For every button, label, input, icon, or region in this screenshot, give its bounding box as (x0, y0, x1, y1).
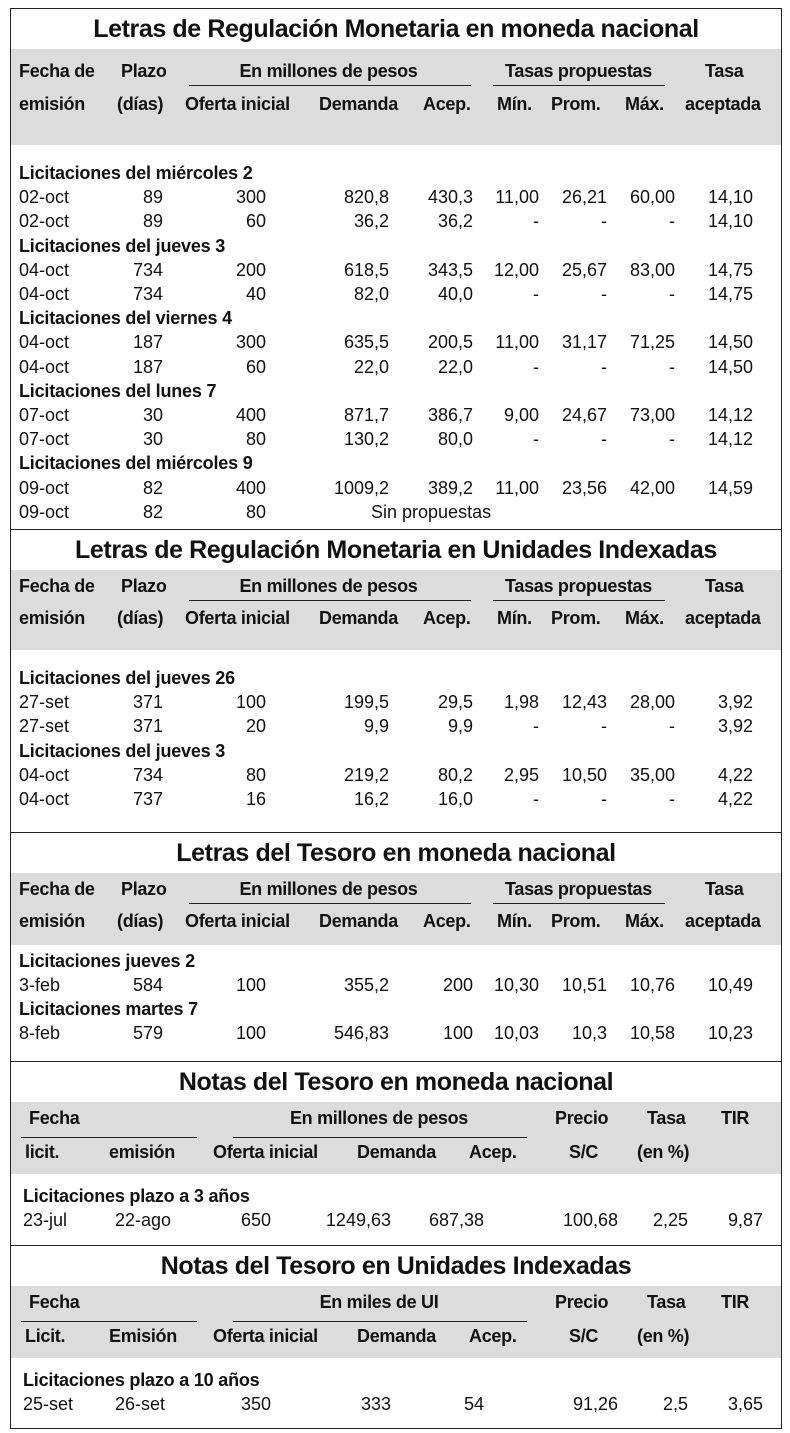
cell-tasa: 14,10 (707, 187, 753, 208)
header-prom: Prom. (551, 911, 601, 931)
cell-fecha: 02-oct (19, 211, 70, 232)
cell-max: 28,00 (629, 692, 675, 713)
cell-licit: 25-set (23, 1394, 74, 1414)
cell-demanda: 635,5 (343, 332, 389, 353)
cell-plazo: 734 (132, 764, 163, 785)
section-title: Notas del Tesoro en Unidades Indexadas (160, 1252, 632, 1280)
cell-min: 11,00 (495, 332, 539, 353)
header-licit: licit. (25, 1142, 60, 1162)
cell-tasa: 14,59 (707, 477, 753, 498)
header-underline (233, 1321, 527, 1322)
cell-demanda: 219,2 (343, 764, 389, 785)
cell-tasa: 10,49 (707, 975, 753, 995)
cell-tasa: 10,23 (707, 1023, 753, 1043)
table-row (11, 332, 781, 356)
cell-acep: 343,5 (427, 259, 473, 280)
group-label: Licitaciones martes 7 (19, 999, 198, 1019)
table-row (11, 692, 781, 716)
header-tasa: Tasa (705, 61, 744, 81)
header-prom: Prom. (551, 608, 601, 628)
cell-fecha: 09-oct (19, 477, 70, 498)
table-row (11, 211, 781, 235)
cell-demanda: 333 (360, 1394, 391, 1414)
header-tasa: aceptada (685, 94, 761, 114)
cell-tasa: 14,50 (707, 332, 753, 353)
cell-acep: 80,0 (437, 429, 473, 450)
table-header (11, 1286, 781, 1358)
header-tasa: Tasa (647, 1292, 686, 1312)
header-millones: En millones de pesos (239, 61, 418, 81)
cell-demanda: 355,2 (343, 975, 389, 995)
cell-prom: - (601, 356, 607, 377)
cell-max: 35,00 (629, 764, 675, 785)
header-fecha: emisión (19, 911, 85, 931)
cell-prom: - (601, 789, 607, 809)
group-label: Licitaciones jueves 2 (19, 951, 195, 971)
cell-acep: 29,5 (437, 692, 473, 713)
cell-min: 9,00 (503, 405, 539, 425)
cell-acep: 36,2 (437, 211, 473, 232)
cell-min: - (533, 789, 539, 809)
header-millones: En millones de pesos (239, 576, 418, 596)
section-title: Letras de Regulación Monetaria en moneda nacional (93, 15, 699, 43)
header-millones: En millones de pesos (289, 1108, 469, 1128)
header-tasas: Tasas propuestas (505, 576, 652, 596)
header-acep: Acep. (469, 1142, 517, 1162)
cell-prom: 10,51 (561, 975, 607, 995)
header-demanda: Demanda (319, 911, 398, 931)
cell-tasa: 3,92 (717, 716, 753, 737)
cell-demanda: 199,5 (343, 692, 389, 713)
cell-fecha: 04-oct (19, 789, 70, 809)
header-tir: TIR (721, 1108, 750, 1128)
table-header (11, 873, 781, 945)
header-acep: Acep. (423, 94, 471, 114)
cell-oferta: 100 (235, 692, 266, 713)
section-lrm-ui (11, 529, 781, 832)
header-tasa: Tasa (705, 879, 744, 899)
group-label: Licitaciones del jueves 26 (19, 668, 235, 688)
cell-fecha: 3-feb (19, 975, 61, 995)
header-fecha: Fecha (29, 1108, 80, 1128)
cell-oferta: 40 (245, 284, 266, 304)
section-notas-tesoro-ui (11, 1245, 781, 1428)
cell-demanda: 871,7 (343, 405, 389, 425)
cell-min: 12,00 (493, 259, 539, 280)
cell-plazo: 82 (142, 501, 163, 522)
cell-plazo: 30 (142, 405, 163, 425)
cell-acep: 200,5 (427, 332, 473, 353)
group-label: Licitaciones del lunes 7 (19, 380, 217, 401)
header-underline (493, 85, 665, 86)
header-acep: Acep. (423, 608, 471, 628)
cell-tasa: 2,25 (652, 1210, 688, 1230)
table-row (11, 716, 781, 740)
cell-acep: 389,2 (427, 477, 473, 498)
header-oferta: Oferta inicial (185, 608, 290, 628)
cell-max: 83,00 (629, 259, 675, 280)
cell-max: 71,25 (629, 332, 675, 353)
cell-max: - (669, 284, 675, 304)
cell-demanda: 1249,63 (325, 1210, 391, 1230)
cell-plazo: 584 (132, 975, 163, 995)
header-oferta: Oferta inicial (213, 1142, 318, 1162)
cell-plazo: 89 (142, 187, 163, 208)
cell-plazo: 30 (142, 429, 163, 450)
section-title: Letras de Regulación Monetaria en Unidades Indexadas (75, 536, 717, 564)
cell-oferta: 200 (235, 259, 266, 280)
header-oferta: Oferta inicial (185, 94, 290, 114)
table-row (11, 1210, 781, 1234)
cell-plazo: 371 (132, 716, 163, 737)
header-acep: Acep. (469, 1326, 517, 1346)
table-row (11, 284, 781, 308)
cell-tasa: 14,75 (707, 284, 753, 304)
header-fecha: emisión (19, 608, 85, 628)
cell-acep: 54 (463, 1394, 484, 1414)
cell-emision: 22-ago (115, 1210, 172, 1230)
table-row (11, 405, 781, 429)
header-plazo: Plazo (121, 879, 167, 899)
cell-tasa: 14,50 (707, 356, 753, 377)
cell-emision: 26-set (115, 1394, 166, 1414)
header-sc: S/C (569, 1142, 599, 1162)
header-demanda: Demanda (357, 1142, 436, 1162)
cell-oferta: 16 (245, 789, 266, 809)
header-fecha: Fecha de (19, 61, 95, 81)
header-precio: Precio (555, 1108, 609, 1128)
cell-plazo: 734 (132, 284, 163, 304)
cell-demanda: 9,9 (363, 716, 389, 737)
cell-tasa: 14,12 (707, 405, 753, 425)
cell-oferta: 350 (240, 1394, 271, 1414)
cell-acep: 386,7 (427, 405, 473, 425)
cell-demanda: 820,8 (343, 187, 389, 208)
header-sc: S/C (569, 1326, 599, 1346)
cell-oferta: 400 (235, 405, 266, 425)
header-min: Mín. (497, 911, 532, 931)
header-plazo: (días) (117, 608, 164, 628)
cell-acep: 430,3 (427, 187, 473, 208)
cell-max: - (669, 356, 675, 377)
cell-tasa: 14,10 (707, 211, 753, 232)
header-underline (189, 903, 471, 904)
header-underline (189, 85, 471, 86)
section-letras-tesoro (11, 832, 781, 1061)
section-title: Letras del Tesoro en moneda nacional (176, 839, 616, 867)
cell-prom: - (601, 429, 607, 450)
cell-prom: 24,67 (561, 405, 607, 425)
table-row (11, 1023, 781, 1047)
cell-plazo: 737 (132, 789, 163, 809)
header-fecha: Fecha de (19, 576, 95, 596)
cell-prom: 23,56 (561, 477, 607, 498)
cell-min: - (533, 429, 539, 450)
cell-oferta: 60 (245, 211, 266, 232)
header-emision: Emisión (109, 1326, 177, 1346)
header-plazo: Plazo (121, 576, 167, 596)
section-lrm-moneda-nacional (11, 9, 781, 529)
cell-prom: - (601, 284, 607, 304)
cell-tasa: 2,5 (662, 1394, 688, 1414)
cell-fecha: 07-oct (19, 429, 70, 450)
cell-oferta: 80 (245, 764, 266, 785)
cell-tasa: 3,92 (717, 692, 753, 713)
table-row (11, 765, 781, 789)
table-row (11, 975, 781, 999)
cell-plazo: 579 (132, 1023, 163, 1043)
header-licit: Licit. (25, 1326, 66, 1346)
cell-demanda: 618,5 (343, 259, 389, 280)
header-fecha: Fecha de (19, 879, 95, 899)
table-row (11, 478, 781, 502)
cell-tasa: 4,22 (717, 764, 753, 785)
table-row (11, 260, 781, 284)
header-tasas: Tasas propuestas (505, 879, 652, 899)
header-underline (493, 600, 665, 601)
header-prom: Prom. (551, 94, 601, 114)
cell-oferta: 20 (245, 716, 266, 737)
group-label: Licitaciones del miércoles 9 (19, 453, 253, 474)
cell-max: - (669, 716, 675, 737)
cell-tasa: 14,75 (707, 259, 753, 280)
section-notas-tesoro-mn (11, 1061, 781, 1245)
header-max: Máx. (625, 94, 664, 114)
header-millones: En millones de pesos (239, 879, 418, 899)
cell-min: 11,00 (495, 187, 539, 208)
cell-demanda: 130,2 (343, 429, 389, 450)
cell-fecha: 04-oct (19, 764, 70, 785)
group-label: Licitaciones del jueves 3 (19, 235, 226, 256)
cell-min: 10,30 (493, 975, 539, 995)
header-underline (21, 1321, 197, 1322)
cell-acep: 22,0 (437, 356, 473, 377)
header-max: Máx. (625, 608, 664, 628)
rates-tables (10, 8, 782, 1429)
cell-max: 60,00 (629, 187, 675, 208)
cell-fecha: 27-set (19, 692, 70, 713)
cell-tasa: 14,12 (707, 429, 753, 450)
cell-max: 42,00 (629, 477, 675, 498)
cell-prom: - (601, 211, 607, 232)
cell-max: 10,58 (629, 1023, 675, 1043)
cell-acep: 100 (442, 1023, 473, 1043)
header-underline (21, 1137, 197, 1138)
cell-max: - (669, 789, 675, 809)
cell-oferta: 60 (245, 356, 266, 377)
cell-acep: 9,9 (447, 716, 473, 737)
header-precio: Precio (555, 1292, 609, 1312)
group-label: Licitaciones plazo a 3 años (23, 1186, 250, 1206)
cell-plazo: 734 (132, 259, 163, 280)
table-row (11, 1394, 781, 1418)
cell-plazo: 82 (142, 477, 163, 498)
header-acep: Acep. (423, 911, 471, 931)
header-max: Máx. (625, 911, 664, 931)
cell-fecha: 04-oct (19, 284, 70, 304)
header-underline (233, 1137, 527, 1138)
cell-plazo: 89 (142, 211, 163, 232)
header-plazo: (días) (117, 94, 164, 114)
cell-tir: 3,65 (727, 1394, 763, 1414)
header-tasa: Tasa (705, 576, 744, 596)
cell-oferta: 650 (240, 1210, 271, 1230)
header-tasa: Tasa (647, 1108, 686, 1128)
cell-prom: 10,50 (561, 764, 607, 785)
cell-fecha: 09-oct (19, 501, 70, 522)
cell-min: - (533, 716, 539, 737)
header-tasa: aceptada (685, 608, 761, 628)
cell-acep: 200 (442, 975, 473, 995)
header-enpct: (en %) (637, 1326, 690, 1346)
table-row (11, 429, 781, 453)
table-header (11, 1102, 781, 1174)
cell-min: - (533, 211, 539, 232)
header-oferta: Oferta inicial (185, 911, 290, 931)
cell-fecha: 04-oct (19, 259, 70, 280)
cell-fecha: 07-oct (19, 405, 70, 425)
cell-acep: 687,38 (428, 1210, 484, 1230)
cell-fecha: 8-feb (19, 1023, 61, 1043)
header-demanda: Demanda (357, 1326, 436, 1346)
cell-demanda: 82,0 (353, 284, 389, 304)
sin-propuestas: Sin propuestas (371, 501, 492, 522)
cell-oferta: 80 (245, 501, 266, 522)
header-tasa: aceptada (685, 911, 761, 931)
table-row (11, 357, 781, 381)
cell-plazo: 371 (132, 692, 163, 713)
cell-min: - (533, 284, 539, 304)
table-row (11, 502, 781, 526)
table-header (11, 570, 781, 650)
cell-demanda: 16,2 (353, 789, 389, 809)
cell-min: 11,00 (495, 477, 539, 498)
group-label: Licitaciones del miércoles 2 (19, 163, 253, 183)
header-plazo: (días) (117, 911, 164, 931)
cell-min: 2,95 (503, 764, 539, 785)
cell-precio: 91,26 (572, 1394, 618, 1414)
cell-max: - (669, 211, 675, 232)
cell-max: 73,00 (629, 405, 675, 425)
cell-fecha: 04-oct (19, 332, 70, 353)
header-fecha: Fecha (29, 1292, 80, 1312)
cell-oferta: 100 (235, 1023, 266, 1043)
cell-plazo: 187 (132, 332, 163, 353)
cell-tasa: 4,22 (717, 789, 753, 809)
cell-prom: 25,67 (561, 259, 607, 280)
cell-oferta: 400 (235, 477, 266, 498)
cell-fecha: 02-oct (19, 187, 70, 208)
cell-demanda: 22,0 (353, 356, 389, 377)
header-min: Mín. (497, 608, 532, 628)
cell-prom: 10,3 (571, 1023, 607, 1043)
cell-oferta: 100 (235, 975, 266, 995)
header-tasas: Tasas propuestas (505, 61, 652, 81)
cell-max: 10,76 (629, 975, 675, 995)
header-demanda: Demanda (319, 94, 398, 114)
header-oferta: Oferta inicial (213, 1326, 318, 1346)
cell-prom: 26,21 (561, 187, 607, 208)
cell-acep: 40,0 (437, 284, 473, 304)
cell-min: 1,98 (503, 692, 539, 713)
header-enpct: (en %) (637, 1142, 690, 1162)
cell-acep: 80,2 (437, 764, 473, 785)
cell-fecha: 27-set (19, 716, 70, 737)
cell-plazo: 187 (132, 356, 163, 377)
cell-min: 10,03 (493, 1023, 539, 1043)
table-row (11, 789, 781, 813)
header-demanda: Demanda (319, 608, 398, 628)
cell-max: - (669, 429, 675, 450)
cell-prom: - (601, 716, 607, 737)
header-plazo: Plazo (121, 61, 167, 81)
cell-fecha: 04-oct (19, 356, 70, 377)
header-millones: En miles de UI (319, 1292, 439, 1312)
header-tir: TIR (721, 1292, 750, 1312)
group-label: Licitaciones plazo a 10 años (23, 1370, 260, 1390)
cell-demanda: 36,2 (353, 211, 389, 232)
group-label: Licitaciones del jueves 3 (19, 740, 226, 761)
section-title: Notas del Tesoro en moneda nacional (178, 1068, 614, 1096)
cell-oferta: 300 (235, 187, 266, 208)
table-header (11, 49, 781, 145)
header-emision: emisión (109, 1142, 175, 1162)
header-fecha: emisión (19, 94, 85, 114)
cell-tir: 9,87 (727, 1210, 763, 1230)
header-underline (189, 600, 471, 601)
cell-demanda: 546,83 (333, 1023, 389, 1043)
cell-oferta: 300 (235, 332, 266, 353)
cell-oferta: 80 (245, 429, 266, 450)
table-row (11, 187, 781, 211)
cell-prom: 12,43 (561, 692, 607, 713)
cell-demanda: 1009,2 (333, 477, 389, 498)
header-underline (493, 903, 665, 904)
cell-prom: 31,17 (561, 332, 607, 353)
cell-precio: 100,68 (562, 1210, 618, 1230)
cell-min: - (533, 356, 539, 377)
group-label: Licitaciones del viernes 4 (19, 308, 232, 329)
header-min: Mín. (497, 94, 532, 114)
cell-acep: 16,0 (437, 789, 473, 809)
cell-licit: 23-jul (23, 1210, 68, 1230)
